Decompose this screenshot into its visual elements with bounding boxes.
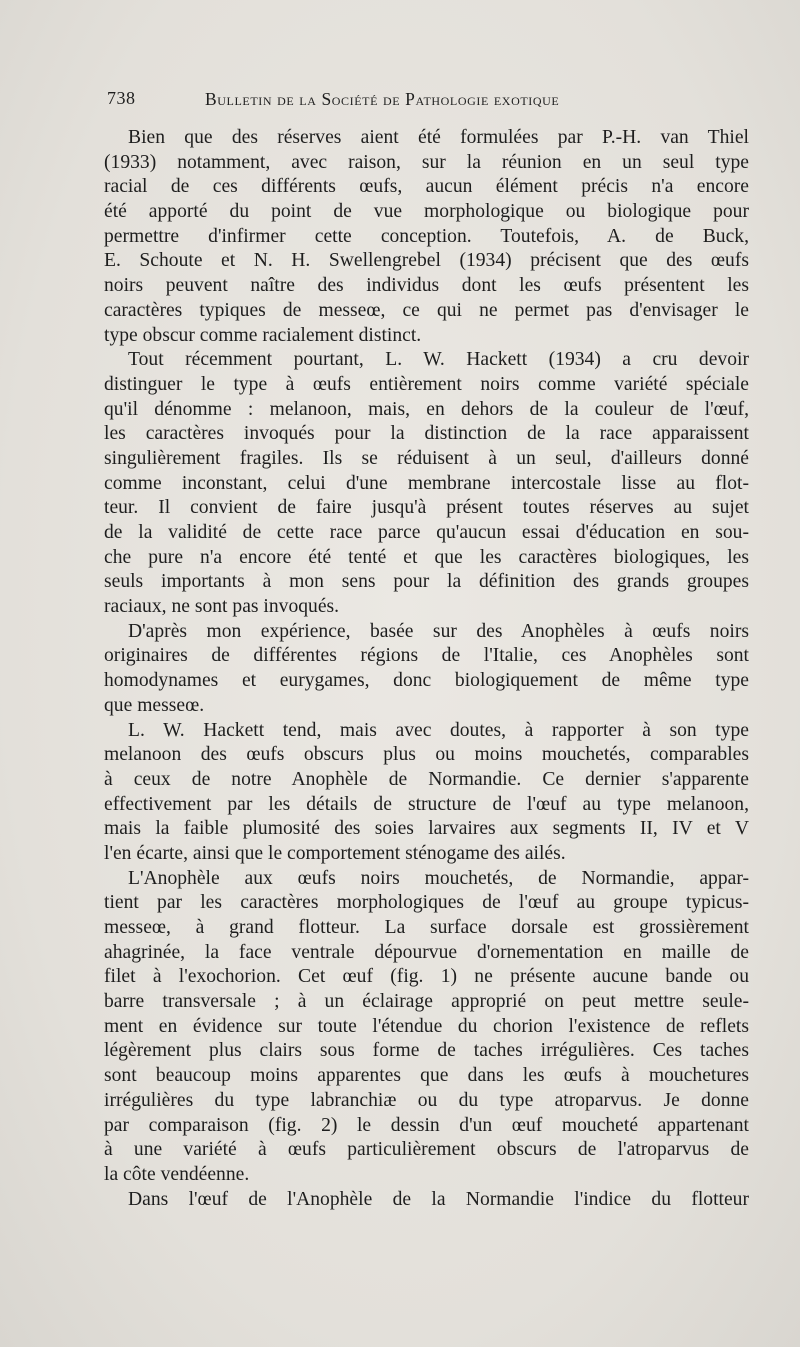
text-line: à une variété à œufs particulièrement obscurs de l'atroparvus de (104, 1139, 749, 1161)
text-line: racial de ces différents œufs, aucun élément précis n'a encore (104, 176, 749, 198)
text-line: ahagrinée, la face ventrale dépourvue d'ornementation en maille de (104, 941, 749, 963)
text-line: melanoon des œufs obscurs plus ou moins mouchetés, comparables (104, 744, 749, 766)
paragraph (104, 867, 749, 1188)
text-line: Bien que des réserves aient été formulées par P.-H. van Thiel (128, 127, 749, 148)
text-line: sont beaucoup moins apparentes que dans les œufs à mouchetures (104, 1065, 749, 1087)
text-line: mais la faible plumosité des soies larvaires aux segments II, IV et V (104, 818, 749, 840)
text-line: originaires de différentes régions de l'Italie, ces Anophèles sont (104, 645, 749, 667)
text-line: distinguer le type à œufs entièrement noirs comme variété spéciale (104, 373, 749, 395)
text-line: les caractères invoqués pour la distinction de la race apparaissent (104, 423, 749, 445)
paragraph (104, 620, 749, 719)
text-line: permettre d'infirmer cette conception. Toutefois, A. de Buck, (104, 225, 749, 247)
text-line: noirs peuvent naître des individus dont les œufs présentent les (104, 275, 749, 297)
body-text (104, 126, 749, 1212)
text-line: barre transversale ; à un éclairage approprié on peut mettre seule- (104, 991, 749, 1013)
paragraph (104, 348, 749, 620)
text-line: type obscur comme racialement distinct. (104, 324, 422, 346)
text-line: ment en évidence sur toute l'étendue du chorion l'existence de reflets (104, 1015, 749, 1037)
text-line: E. Schoute et N. H. Swellengrebel (1934) précisent que des œufs (104, 250, 749, 272)
text-line: légèrement plus clairs sous forme de taches irrégulières. Ces taches (104, 1040, 749, 1062)
text-line: que messeœ. (104, 694, 205, 716)
text-line: caractères typiques de messeœ, ce qui ne permet pas d'envisager le (104, 299, 749, 321)
text-line: singulièrement fragiles. Ils se réduisent à un seul, d'ailleurs donné (104, 447, 749, 469)
text-line: à ceux de notre Anophèle de Normandie. Ce dernier s'apparente (104, 768, 749, 790)
text-line: L. W. Hackett tend, mais avec doutes, à rapporter à son type (128, 719, 749, 741)
text-line: che pure n'a encore été tenté et que les caractères biologiques, les (104, 546, 749, 568)
paragraph (104, 1188, 749, 1213)
text-line: (1933) notamment, avec raison, sur la réunion en un seul type (104, 151, 749, 173)
text-line: de la validité de cette race parce qu'aucun essai d'éducation en sou- (104, 522, 749, 543)
text-line: homodynames et eurygames, donc biologiquement de même type (104, 670, 749, 692)
text-line: messeœ, à grand flotteur. La surface dorsale est grossièrement (104, 917, 749, 938)
text-line: filet à l'exochorion. Cet œuf (fig. 1) ne présente aucune bande ou (104, 966, 749, 988)
text-line: l'en écarte, ainsi que le comportement sténogame des ailés. (104, 842, 566, 864)
text-line: Dans l'œuf de l'Anophèle de la Normandie l'indice du flotteur (128, 1188, 749, 1210)
text-line: L'Anophèle aux œufs noirs mouchetés, de Normandie, appar- (128, 867, 749, 889)
text-line: Tout récemment pourtant, L. W. Hackett (1934) a cru devoir (128, 349, 749, 371)
text-line: teur. Il convient de faire jusqu'à présent toutes réserves au sujet (104, 497, 749, 519)
page-header (107, 88, 747, 116)
page-number: 738 (107, 88, 136, 108)
paragraph (104, 126, 749, 348)
running-title: Bulletin de la Société de Pathologie exotique (205, 89, 560, 109)
paragraph (104, 719, 749, 867)
text-line: irrégulières du type labranchiæ ou du type atroparvus. Je donne (104, 1089, 749, 1111)
text-line: qu'il dénomme : melanoon, mais, en dehors de la couleur de l'œuf, (104, 398, 749, 420)
text-line: la côte vendéenne. (104, 1163, 250, 1185)
text-line: comme inconstant, celui d'une membrane intercostale lisse au flot- (104, 472, 749, 494)
text-line: été apporté du point de vue morphologique ou biologique pour (104, 201, 749, 223)
text-line: D'après mon expérience, basée sur des Anophèles à œufs noirs (128, 620, 749, 642)
text-line: effectivement par les détails de structure de l'œuf au type melanoon, (104, 793, 749, 815)
text-line: seuls importants à mon sens pour la définition des grands groupes (104, 571, 749, 593)
text-line: par comparaison (fig. 2) le dessin d'un œuf moucheté appartenant (104, 1114, 749, 1136)
text-line: tient par les caractères morphologiques de l'œuf au groupe typicus- (104, 892, 749, 914)
text-line: raciaux, ne sont pas invoqués. (104, 596, 340, 618)
